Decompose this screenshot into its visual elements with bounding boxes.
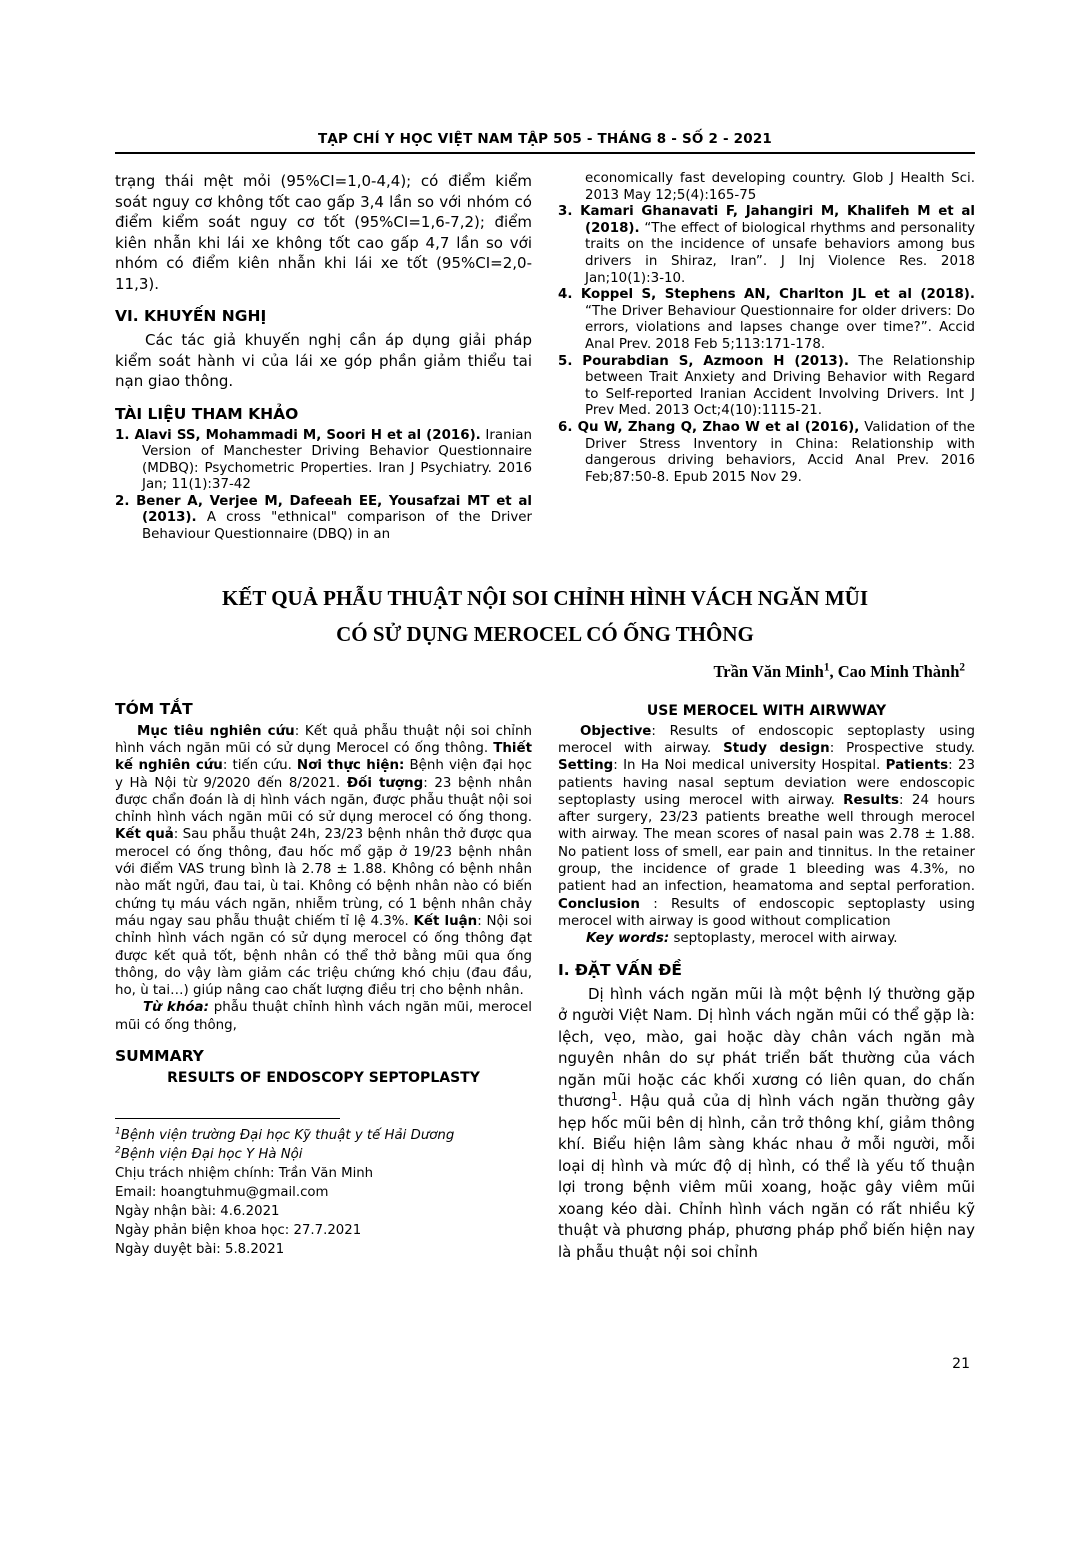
heading-summary: SUMMARY xyxy=(115,1047,204,1065)
journal-header-title: TẠP CHÍ Y HỌC VIỆT NAM TẬP 505 - THÁNG 8 - SỐ 2 - 2021 xyxy=(317,131,773,147)
heading-recommendations: VI. KHUYẾN NGHỊ xyxy=(115,307,267,325)
keywords-english: Key words: septoplasty, merocel with airway. xyxy=(586,931,898,947)
prev-left-column xyxy=(115,171,532,544)
reference-item-2-continuation: economically fast developing country. Glob J Health Sci. 2013 May 12;5(4):165-75 xyxy=(585,171,975,203)
footnote-corresponding-author: Chịu trách nhiệm chính: Trần Văn Minh xyxy=(115,1166,374,1181)
article-title-line-2: CÓ SỬ DỤNG MEROCEL CÓ ỐNG THÔNG xyxy=(336,621,754,646)
paragraph-results-continuation: trạng thái mệt mỏi (95%CI=1,0-4,4); có điểm kiểm soát nguy cơ không tốt cao gấp 3,4 lần so với nhóm có điểm kiểm soát nguy cơ tốt (95%CI=1,6-7,2); điểm kiên nhẫn khi lái xe không tốt cao gấp 4,7 lần so với nhóm có điểm kiên nhẫn khi lái xe tốt (95%CI=2,0-11,3). xyxy=(115,172,532,293)
article-right-column xyxy=(558,698,975,1263)
header-divider xyxy=(115,152,975,154)
paragraph-introduction: Dị hình vách ngăn mũi là một bệnh lý thường gặp ở người Việt Nam. Dị hình vách ngăn mũi có thể gặp là: lệch, vẹo, mào, gai hoặc dày chân vách ngăn mà nguyên nhân do sự phát triển bất thường của vách ngăn mũi hoặc các khối xương có liên quan, do chấn thương$^1$. Hậu quả của dị hình vách ngăn thường gây hẹp hốc mũi bên dị hình, cản trở thông khí, giảm thông khí. Biểu hiện lâm sàng khác nhau ở mỗi người, mỗi loại dị hình và mức độ dị hình, có thể là yếu tố thuận lợi trong bệnh viêm mũi xoang, hoặc gây viêm mũi xoang kéo dài. Chỉnh hình vách ngăn có rất nhiều kỹ thuật và phương pháp, phương pháp phổ biến hiện nay là phẫu thuật nội soi chỉnh xyxy=(558,984,975,1261)
article-title-block xyxy=(115,580,975,682)
reference-item-6: 6. Qu W, Zhang Q, Zhao W et al (2016), Validation of the Driver Stress Inventory in China: Relationship with dangerous driving behaviors, Accid Anal Prev. 2016 Feb;87:50-8. Epub 2015 Nov 29. xyxy=(558,419,975,485)
footnote-divider xyxy=(115,1118,340,1119)
article-left-column xyxy=(115,698,532,1263)
footnote-date-received: Ngày nhận bài: 4.6.2021 xyxy=(115,1204,280,1219)
footnote-affiliation-2: $^2$Bệnh viện Đại học Y Hà Nội xyxy=(115,1145,303,1162)
page-number: 21 xyxy=(952,1356,970,1372)
summary-title-line-2: USE MEROCEL WITH AIRWWAY xyxy=(646,702,887,719)
page-content xyxy=(115,0,975,1263)
reference-item-5: 5. Pourabdian S, Azmoon H (2013). The Relationship between Trait Anxiety and Driving Behavior with Regard to Self-reported Iranian Accident Involving Drivers. Int J Prev Med. 2013 Oct;4(10):1115-21. xyxy=(558,353,975,419)
article-title xyxy=(115,580,975,652)
previous-article-section xyxy=(115,171,975,544)
footnote-email: Email: hoangtuhmu@gmail.com xyxy=(115,1185,329,1200)
heading-introduction: I. ĐẶT VẤN ĐỀ xyxy=(558,960,682,979)
heading-references: TÀI LIỆU THAM KHẢO xyxy=(115,404,299,423)
abstract-vietnamese: Mục tiêu nghiên cứu: Kết quả phẫu thuật nội soi chỉnh hình vách ngăn mũi có sử dụng Merocel có ống thông. Thiết kế nghiên cứu: tiến cứu. Nơi thực hiện: Bệnh viện đại học y Hà Nội từ 9/2020 đến 8/2021. Đối tượng: 23 bệnh nhân được chẩn đoán là dị hình vách ngăn, được phẫu thuật nội soi chỉnh hình vách ngăn mũi có sử dụng merocel có ống thong. Kết quả: Sau phẫu thuật 24h, 23/23 bệnh nhân thở được qua merocel có ống thông, đau hốc mổ gặp ở 19/23 bệnh nhân với điểm VAS trung bình là 2.78 ± 1.88. Không có bệnh nhân nào mất ngửi, đau tai, ù tai. Không có bệnh nhân nào có biến chứng tụ máu vách ngăn, nhiễm trùng, có 1 bệnh nhân chảy máu ngay sau phẫu thuật chiếm tỉ lệ 4.3%. Kết luận: Nội soi chỉnh hình vách ngăn có sử dụng merocel có ống thông đạt được kết quả tốt, bệnh nhân có thể thở bằng mũi qua ống thông, do vậy làm giảm các triệu chứng khó chịu (đau đầu, ho, ù tai…) giúp nâng cao chất lượng điều trị cho bệnh nhân. xyxy=(115,723,532,999)
footnote-date-accepted: Ngày duyệt bài: 5.8.2021 xyxy=(115,1242,285,1257)
footnote-affiliation-1: $^1$Bệnh viện trường Đại học Kỹ thuật y tế Hải Dương xyxy=(115,1126,455,1143)
reference-item-1: 1. Alavi SS, Mohammadi M, Soori H et al (2016). Iranian Version of Manchester Driving Behavior Questionnaire (MDBQ): Psychometric Properties. Iran J Psychiatry. 2016 Jan; 11(1):37-42 xyxy=(115,427,532,493)
reference-item-3: 3. Kamari Ghanavati F, Jahangiri M, Khalifeh M et al (2018). “The effect of biological rhythms and personality traits on the incidence of unsafe behaviors among bus drivers in Shiraz, Iran”. J Inj Violence Res. 2018 Jan;10(1):3-10. xyxy=(558,204,975,286)
reference-item-2: 2. Bener A, Verjee M, Dafeeah EE, Yousafzai MT et al (2013). A cross "ethnical" comparison of the Driver Behaviour Questionnaire (DBQ) in an xyxy=(115,493,532,543)
prev-right-column xyxy=(558,171,975,544)
article-columns xyxy=(115,698,975,1263)
footnote-date-reviewed: Ngày phản biện khoa học: 27.7.2021 xyxy=(115,1223,362,1238)
footnotes-block xyxy=(115,1118,532,1259)
paragraph-recommendations: Các tác giả khuyến nghị cần áp dụng giải pháp kiểm soát hành vi của lái xe góp phần giảm thiểu tai nạn giao thông. xyxy=(115,331,532,390)
article-title-line-1: KẾT QUẢ PHẪU THUẬT NỘI SOI CHỈNH HÌNH VÁCH NGĂN MŨI xyxy=(221,585,869,610)
abstract-english: Objective: Results of endoscopic septoplasty using merocel with airway. Study design: Prospective study. Setting: In Ha Noi medical university Hospital. Patients: 23 patients having nasal septum deviation were endoscopic septoplasty using merocel with airway. Results: 24 hours after surgery, 23/23 patients breathe well through merocel with airway. The mean scores of nasal pain was 2.78 ± 1.88. No patient loss of smell, ear pain and tinnitus. In the retainer group, the incidence of grade 1 bleeding was 4.3%, no patient had an infection, heamatoma and septal perforation. Conclusion : Results of endoscopic septoplasty using merocel with airway is good without complication xyxy=(558,723,976,929)
reference-item-4: 4. Koppel S, Stephens AN, Charlton JL et al (2018). “The Driver Behaviour Questionnaire for older drivers: Do errors, violations and lapses change over time?”. Accid Anal Prev. 2018 Feb 5;113:171-178. xyxy=(558,287,975,352)
summary-title-line-1: RESULTS OF ENDOSCOPY SEPTOPLASTY xyxy=(167,1070,480,1086)
heading-tom-tat: TÓM TẮT xyxy=(115,699,193,718)
keywords-vietnamese: Từ khóa: phẫu thuật chỉnh hình vách ngăn mũi, merocel mũi có ống thông, xyxy=(115,1000,532,1033)
article-authors: Trần Văn Minh$^1$, Cao Minh Thành$^2$ xyxy=(713,661,965,681)
